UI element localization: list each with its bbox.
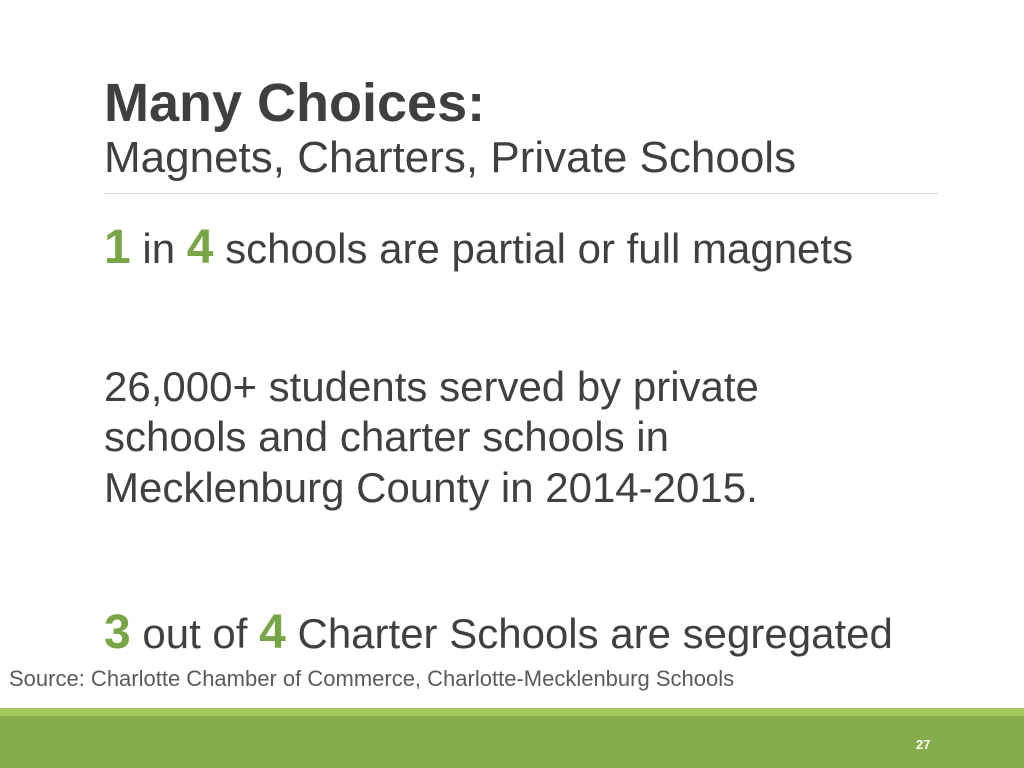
page-number: 27 (916, 737, 931, 752)
stat-number: 3 (104, 606, 131, 659)
stat-text: Charter Schools are segregated (285, 610, 893, 657)
slide-subtitle: Magnets, Charters, Private Schools (104, 133, 797, 182)
title-divider (104, 193, 938, 194)
stat-students: 26,000+ students served by private schools and charter schools in Mecklenburg County in 2014-2015. (104, 363, 759, 511)
source-citation: Source: Charlotte Chamber of Commerce, Charlotte-Mecklenburg Schools (9, 666, 735, 691)
stat-text: schools are partial or full magnets (213, 225, 854, 272)
stat-number: 4 (259, 606, 286, 659)
stat-number: 1 (104, 221, 131, 274)
stat-text: out of (130, 610, 260, 657)
footer-bar (0, 716, 1024, 768)
stat-text: in (130, 225, 187, 272)
footer-accent-bar (0, 708, 1024, 716)
stat-charter (104, 604, 893, 662)
stat-magnets (104, 219, 853, 277)
stat-number: 4 (186, 221, 214, 274)
slide-title: Many Choices: (104, 73, 486, 133)
